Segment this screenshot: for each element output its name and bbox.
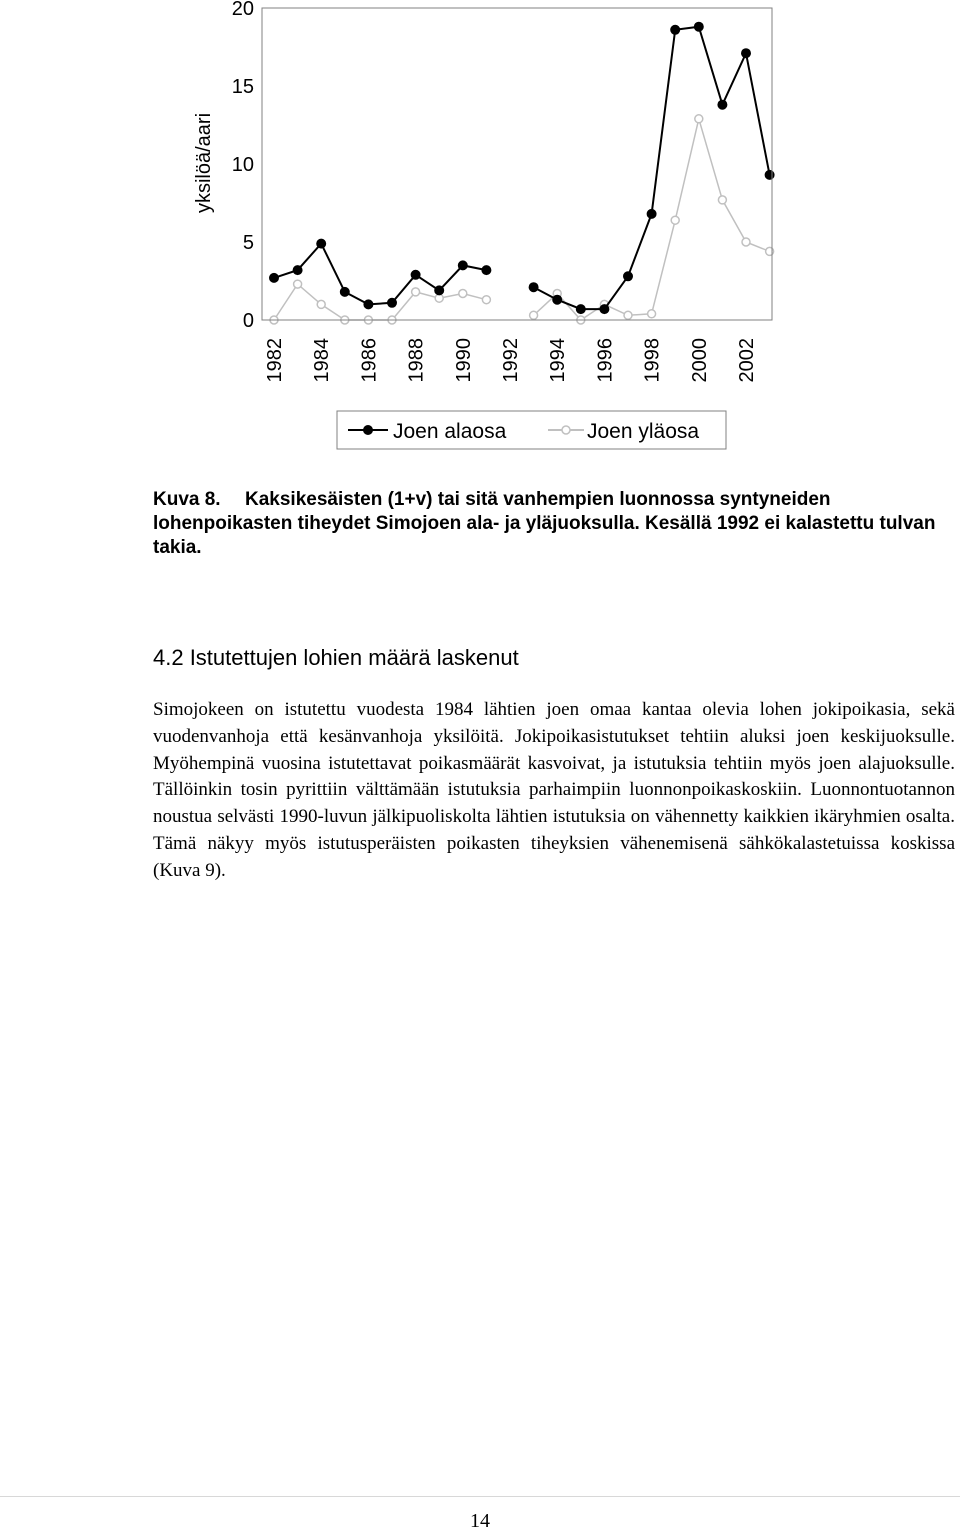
- data-point-joen-ylaosa-1988: [412, 288, 420, 296]
- x-tick-label-2002: 2002: [736, 338, 758, 383]
- series-line-joen-ylaosa-2: [534, 119, 770, 320]
- x-tick-label-1986: 1986: [358, 338, 381, 383]
- footer-divider: [0, 1496, 960, 1497]
- data-point-joen-alaosa-1982: [270, 273, 279, 282]
- data-point-joen-alaosa-1988: [411, 270, 420, 279]
- x-tick-label-1992: 1992: [500, 338, 522, 383]
- legend-label-joen-alaosa: Joen alaosa: [393, 420, 507, 443]
- data-point-joen-alaosa-1993: [529, 283, 538, 292]
- data-point-joen-alaosa-1987: [388, 298, 397, 307]
- data-point-joen-ylaosa-2001: [718, 196, 726, 204]
- x-tick-label-1984: 1984: [311, 338, 334, 383]
- data-point-joen-ylaosa-1989: [435, 294, 443, 302]
- y-axis-label: yksilöä/aari: [193, 112, 215, 214]
- y-tick-label-20: 20: [231, 0, 254, 20]
- y-axis-ticks: [232, 0, 254, 332]
- data-point-joen-ylaosa-1997: [624, 311, 632, 319]
- data-point-joen-alaosa-1990: [458, 261, 467, 270]
- density-line-chart: [0, 0, 960, 460]
- data-point-joen-alaosa-2000: [694, 22, 703, 31]
- data-point-joen-alaosa-1986: [364, 300, 373, 309]
- legend: [337, 411, 726, 449]
- data-point-joen-alaosa-1995: [576, 305, 585, 314]
- legend-label-joen-ylaosa: Joen yläosa: [587, 420, 700, 443]
- series-line-joen-alaosa-2: [534, 27, 770, 309]
- section-heading: 4.2 Istutettujen lohien määrä laskenut: [153, 645, 519, 670]
- data-point-joen-alaosa-2002: [742, 49, 751, 58]
- series-layer: [270, 22, 775, 324]
- data-point-joen-ylaosa-2000: [695, 115, 703, 123]
- x-tick-label-2000: 2000: [688, 338, 711, 383]
- data-point-joen-ylaosa-1998: [648, 310, 656, 318]
- plot-area-frame: [262, 8, 772, 320]
- data-point-joen-alaosa-1991: [482, 266, 491, 275]
- data-point-joen-ylaosa-1984: [317, 300, 325, 308]
- data-point-joen-ylaosa-2002: [742, 238, 750, 246]
- data-point-joen-alaosa-1994: [553, 295, 562, 304]
- y-tick-label-10: 10: [231, 154, 254, 176]
- data-point-joen-alaosa-1989: [435, 286, 444, 295]
- page-number: 14: [470, 1510, 490, 1532]
- data-point-joen-ylaosa-1991: [482, 296, 490, 304]
- figure-caption-text: Kaksikesäisten (1+v) tai sitä vanhempien luonnossa syntyneiden lohenpoikasten tiheydet Simojoen ala- ja yläjuoksulla. Kesällä 1992 ei kalastettu tulvan takia.: [153, 489, 936, 558]
- data-point-joen-alaosa-1983: [293, 266, 302, 275]
- figure-caption-label: Kuva 8.: [153, 489, 221, 510]
- y-tick-label-0: 0: [242, 310, 254, 332]
- y-tick-label-15: 15: [231, 76, 254, 98]
- body-paragraph: Simojokeen on istutettu vuodesta 1984 lähtien joen omaa kantaa olevia lohen jokipoikasia, sekä vuodenvanhoja että kesänvanhoja yksilöitä. Jokipoikasistutukset tehtiin aluksi joen keskijuoksulle. Myöhempinä vuosina istutettavat poikasmäärät kasvoivat, ja istutuksia tehtiin myös joen alajuoksulle. Tällöinkin tosin pyrittiin välttämään istutuksia parhaimpiin luonnonpoikaskoskiin. Luonnontuotannon noustua selvästi 1990-luvun jälkipuoliskolta lähtien istutuksia on vähennetty kaikkien ikäryhmien osalta. Tämä näkyy myös istutusperäisten poikasten tiheyksien vähenemisenä sähkökalastetuissa koskissa (Kuva 9).: [153, 699, 955, 881]
- x-tick-label-1994: 1994: [547, 338, 570, 383]
- data-point-joen-ylaosa-1983: [294, 280, 302, 288]
- data-point-joen-alaosa-2001: [718, 100, 727, 109]
- legend-marker-joen-alaosa: [364, 426, 373, 435]
- data-point-joen-ylaosa-1993: [530, 311, 538, 319]
- data-point-joen-ylaosa-1999: [671, 216, 679, 224]
- x-tick-label-1982: 1982: [264, 338, 286, 383]
- data-point-joen-alaosa-1999: [671, 25, 680, 34]
- x-tick-label-1988: 1988: [405, 338, 428, 383]
- x-tick-label-1996: 1996: [594, 338, 617, 383]
- data-point-joen-alaosa-2003: [765, 170, 774, 179]
- data-point-joen-alaosa-1997: [624, 272, 633, 281]
- data-point-joen-alaosa-1985: [340, 287, 349, 296]
- data-point-joen-alaosa-1996: [600, 305, 609, 314]
- x-tick-label-1998: 1998: [641, 338, 664, 383]
- data-point-joen-alaosa-1984: [317, 239, 326, 248]
- y-tick-label-5: 5: [242, 232, 254, 254]
- figure-caption: [153, 488, 955, 560]
- legend-marker-joen-ylaosa: [562, 426, 570, 434]
- x-axis-ticks: [264, 338, 758, 383]
- data-point-joen-ylaosa-1990: [459, 290, 467, 298]
- x-tick-label-1990: 1990: [452, 338, 475, 383]
- data-point-joen-alaosa-1998: [647, 209, 656, 218]
- series-line-joen-ylaosa-1: [274, 284, 486, 320]
